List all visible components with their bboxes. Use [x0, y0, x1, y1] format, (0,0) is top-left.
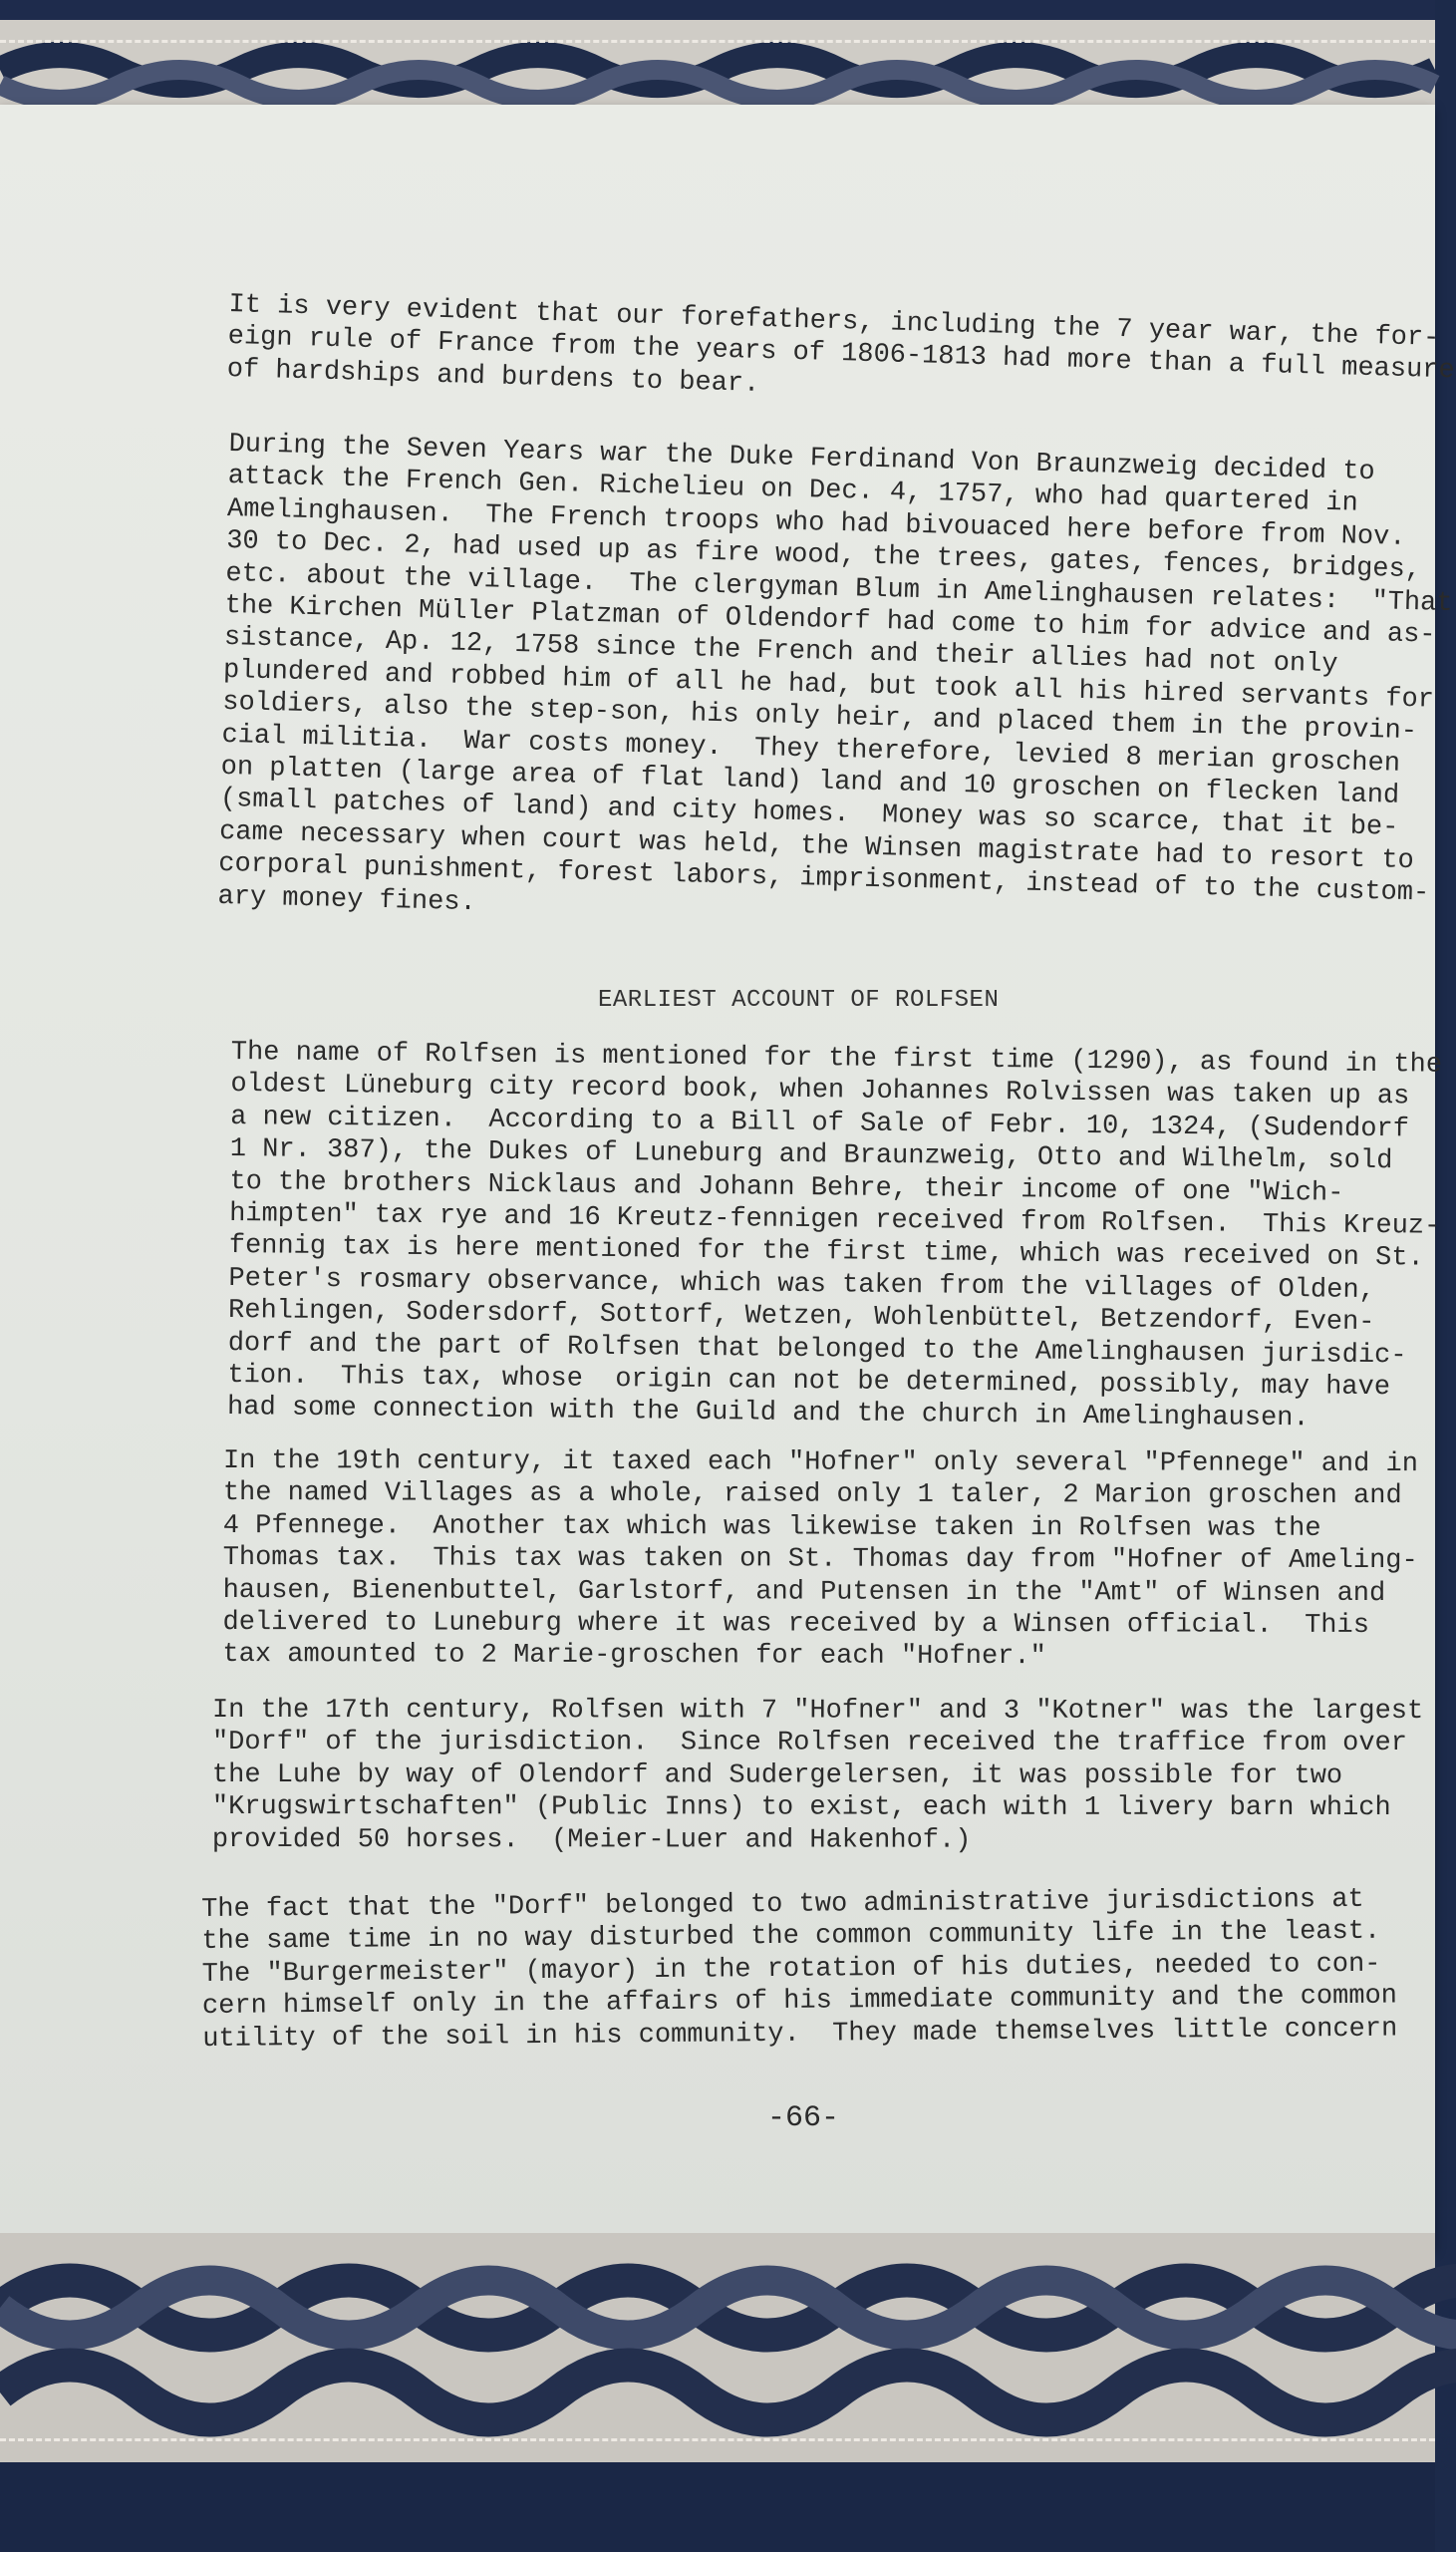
paragraph-seven-years-war: During the Seven Years war the Duke Ferdinand Von Braunzweig decided to attack the French Gen. Richelieu on Dec. 4, 1757, who had quartered in Amelinghausen. The French troops who had bivouaced here before from Nov. 30 to Dec. 2, had used up as fire wood, the trees, gates, fences, bridges, etc. about the village. The clergyman Blum in Amelinghausen relates: "That the Kirchen Müller Platzman of Oldendorf had come to him for advice and as- sistance, Ap. 12, 1758 since the French and their allies had not only plundered and robbed him of all he had, but took all his hired servants for soldiers, also the step-son, his only heir, and placed them in the provin- cial militia. War costs money. They therefore, levied 8 merian groschen on platten (large area of flat land) land and 10 groschen on flecken land (small patches of land) and city homes. Money was so scarce, that it be- came necessary when court was held, the Winsen magistrate had to resort to corporal punishment, forest labors, imprisonment, instead of to the custom- ary money fines. [217, 429, 1453, 918]
woven-band-bottom [0, 2233, 1435, 2462]
dark-fabric [0, 2462, 1435, 2552]
paragraph-17th-century: In the 17th century, Rolfsen with 7 "Hofner" and 3 "Kotner" was the largest "Dorf" of the jurisdiction. Since Rolfsen received the traffice from over the Luhe by way of Olendorf and Sudergelersen, it was possible for two "Krugswirtschaften" (Public Inns) to exist, each with 1 livery barn which provided 50 horses. (Meier-Luer and Hakenhof.) [211, 1696, 1424, 1856]
paragraph-intro: It is very evident that our forefathers, including the 7 year war, the for- eign rule of France from the years of 1806-1813 had more than a full measure of hardships and burdens to bear. [226, 289, 1455, 400]
paragraph-jurisdictions: The fact that the "Dorf" belonged to two administrative jurisdictions at the same time in no way disturbed the common community life in the least. The "Burgermeister" (mayor) in the rotation of his duties, needed to con- cern himself only in the affairs of his immediate community and the common utility of the soil in his community. They made themselves little concern [201, 1884, 1398, 2055]
section-heading: EARLIEST ACCOUNT OF ROLFSEN [598, 987, 1000, 1014]
band-stitch [0, 2438, 1435, 2441]
paragraph-19th-century: In the 19th century, it taxed each "Hofner" only several "Pfennege" and in the named Villages as a whole, raised only 1 taler, 2 Marion groschen and 4 Pfennege. Another tax which was likewise taken in Rolfsen was the Thomas tax. This tax was taken on St. Thomas day from "Hofner of Ameling- hausen, Bienenbuttel, Garlstorf, and Putensen in the "Amt" of Winsen and delivered to Luneburg where it was received by a Winsen official. This tax amounted to 2 Marie-groschen for each "Hofner." [222, 1446, 1418, 1673]
band-stitch [0, 40, 1435, 43]
paragraph-name-origin: The name of Rolfsen is mentioned for the first time (1290), as found in the oldest Lüneburg city record book, when Johannes Rolvissen was taken up as a new citizen. According to a Bill of Sale of Febr. 10, 1324, (Sudendorf 1 Nr. 387), the Dukes of Luneburg and Braunzweig, Otto and Wilhelm, sold to the brothers Nicklaus and Johann Behre, their income of one "Wich- himpten" tax rye and 16 Kreutz-fennigen received from Rolfsen. This Kreuz- fennig tax is here mentioned for the first time, which was received on St. Peter's rosmary observance, which was taken from the villages of Olden, Rehlingen, Sodersdorf, Sottorf, Wetzen, Wohlenbüttel, Betzendorf, Even- dorf and the part of Rolfsen that belonged to the Amelinghausen jurisdic- tion. This tax, whose origin can not be determined, possibly, may have had some connection with the Guild and the church in Amelinghausen. [226, 1038, 1443, 1435]
page-number: -66- [767, 2101, 840, 2135]
band-pattern-bottom [0, 2233, 1435, 2462]
